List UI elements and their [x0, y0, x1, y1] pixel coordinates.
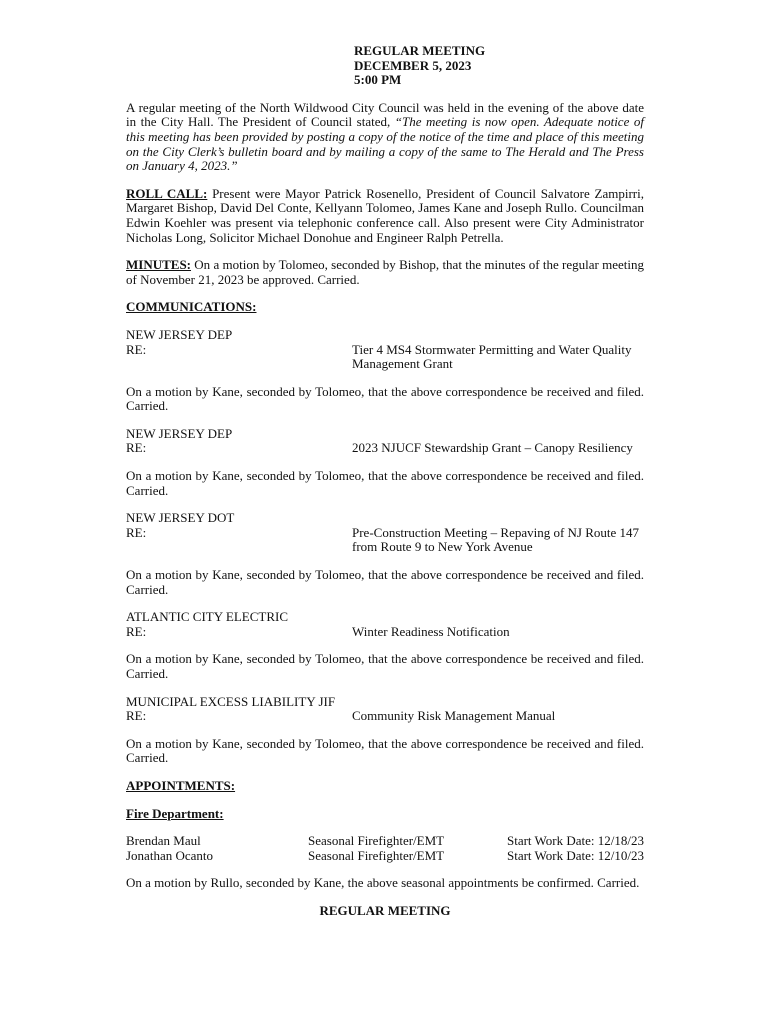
header-time: 5:00 PM — [354, 72, 402, 88]
appointee-position: Seasonal Firefighter/EMT — [308, 833, 445, 849]
communication-from: NEW JERSEY DOT — [126, 510, 235, 526]
communication-item — [126, 511, 644, 610]
communication-from: NEW JERSEY DEP — [126, 326, 233, 342]
appointee-position: Seasonal Firefighter/EMT — [308, 847, 445, 863]
appointment-row — [126, 849, 644, 864]
communication-re-label: RE: — [126, 341, 147, 357]
appointments-heading: APPOINTMENTS: — [126, 777, 236, 793]
header-title: REGULAR MEETING — [354, 43, 486, 58]
communication-motion: On a motion by Kane, seconded by Tolomeo, that the above correspondence be received and filed. Carried. — [126, 468, 644, 498]
communication-subject: Winter Readiness Notification — [352, 623, 510, 639]
communication-subject: Pre-Construction Meeting – Repaving of NJ Route 147 from Route 9 to New York Avenue — [352, 524, 640, 555]
intro-text: A regular meeting of the North Wildwood City Council was held in the evening of the above date in the City Hall. The President of Council stated, — [126, 99, 644, 130]
appointee-name: Jonathan Ocanto — [126, 847, 214, 863]
communication-re-row — [126, 343, 644, 372]
minutes-paragraph — [126, 258, 644, 287]
communication-re-row — [126, 441, 644, 456]
communication-subject: Tier 4 MS4 Stormwater Permitting and Water Quality Management Grant — [352, 341, 632, 372]
communication-motion: On a motion by Kane, seconded by Tolomeo, that the above correspondence be received and filed. Carried. — [126, 651, 644, 681]
communication-re-row — [126, 709, 644, 724]
communication-motion: On a motion by Kane, seconded by Tolomeo, that the above correspondence be received and filed. Carried. — [126, 735, 644, 766]
communication-re-row — [126, 625, 644, 640]
communications-list — [126, 328, 644, 779]
header-date: DECEMBER 5, 2023 — [354, 57, 472, 73]
roll-call-text: Present were Mayor Patrick Rosenello, President of Council Salvatore Zampirri, Margaret Bishop, David Del Conte, Kellyann Tolomeo, James Kane and Joseph Rullo. Councilman Edwin Koehler was present via telephonic conference call. Also present were City Administrator Nicholas Long, Solicitor Michael Donohue and Engineer Ralph Petrella. — [126, 185, 644, 245]
communication-re-row — [126, 526, 644, 555]
meeting-header — [354, 44, 644, 88]
communication-from: MUNICIPAL EXCESS LIABILITY JIF — [126, 693, 336, 709]
communication-re-label: RE: — [126, 623, 147, 639]
page-footer-title: REGULAR MEETING — [319, 902, 451, 918]
communication-item — [126, 695, 644, 779]
appointee-start-date: Start Work Date: 12/10/23 — [506, 847, 644, 863]
appointee-name: Brendan Maul — [126, 833, 201, 849]
communication-re-label: RE: — [126, 708, 147, 724]
intro-quote: “The meeting is now open. Adequate notice of this meeting has been provided by posting a copy of the notice of the time and place of this meeting on the City Clerk’s bulletin board and by mailing a copy of the same to The Herald and The Press on January 4, 2023.” — [126, 114, 644, 174]
communication-subject: Community Risk Management Manual — [352, 708, 556, 724]
communication-from: NEW JERSEY DEP — [126, 425, 233, 441]
communication-motion: On a motion by Kane, seconded by Tolomeo, that the above correspondence be received and filed. Carried. — [126, 383, 644, 414]
intro-paragraph — [126, 101, 644, 174]
minutes-label: MINUTES: — [126, 257, 192, 273]
roll-call-paragraph — [126, 187, 644, 245]
communication-item — [126, 328, 644, 427]
document-page — [126, 44, 644, 919]
fire-department-heading: Fire Department: — [126, 805, 224, 821]
communication-re-label: RE: — [126, 524, 147, 540]
communication-re-label: RE: — [126, 440, 147, 456]
minutes-text: On a motion by Tolomeo, seconded by Bishop, that the minutes of the regular meeting of November 21, 2023 be approved. Carried. — [126, 257, 644, 287]
communications-heading: COMMUNICATIONS: — [126, 299, 257, 315]
communication-from: ATLANTIC CITY ELECTRIC — [126, 609, 288, 625]
appointee-start-date: Start Work Date: 12/18/23 — [506, 833, 644, 849]
appointment-row — [126, 834, 644, 849]
communication-subject: 2023 NJUCF Stewardship Grant – Canopy Resiliency — [352, 440, 633, 456]
communication-item — [126, 427, 644, 511]
appointments-motion: On a motion by Rullo, seconded by Kane, the above seasonal appointments be confirmed. Carried. — [126, 875, 640, 891]
roll-call-label: ROLL CALL: — [126, 185, 208, 201]
communication-item — [126, 610, 644, 694]
appointments-table — [126, 834, 644, 863]
communication-motion: On a motion by Kane, seconded by Tolomeo, that the above correspondence be received and filed. Carried. — [126, 567, 644, 597]
